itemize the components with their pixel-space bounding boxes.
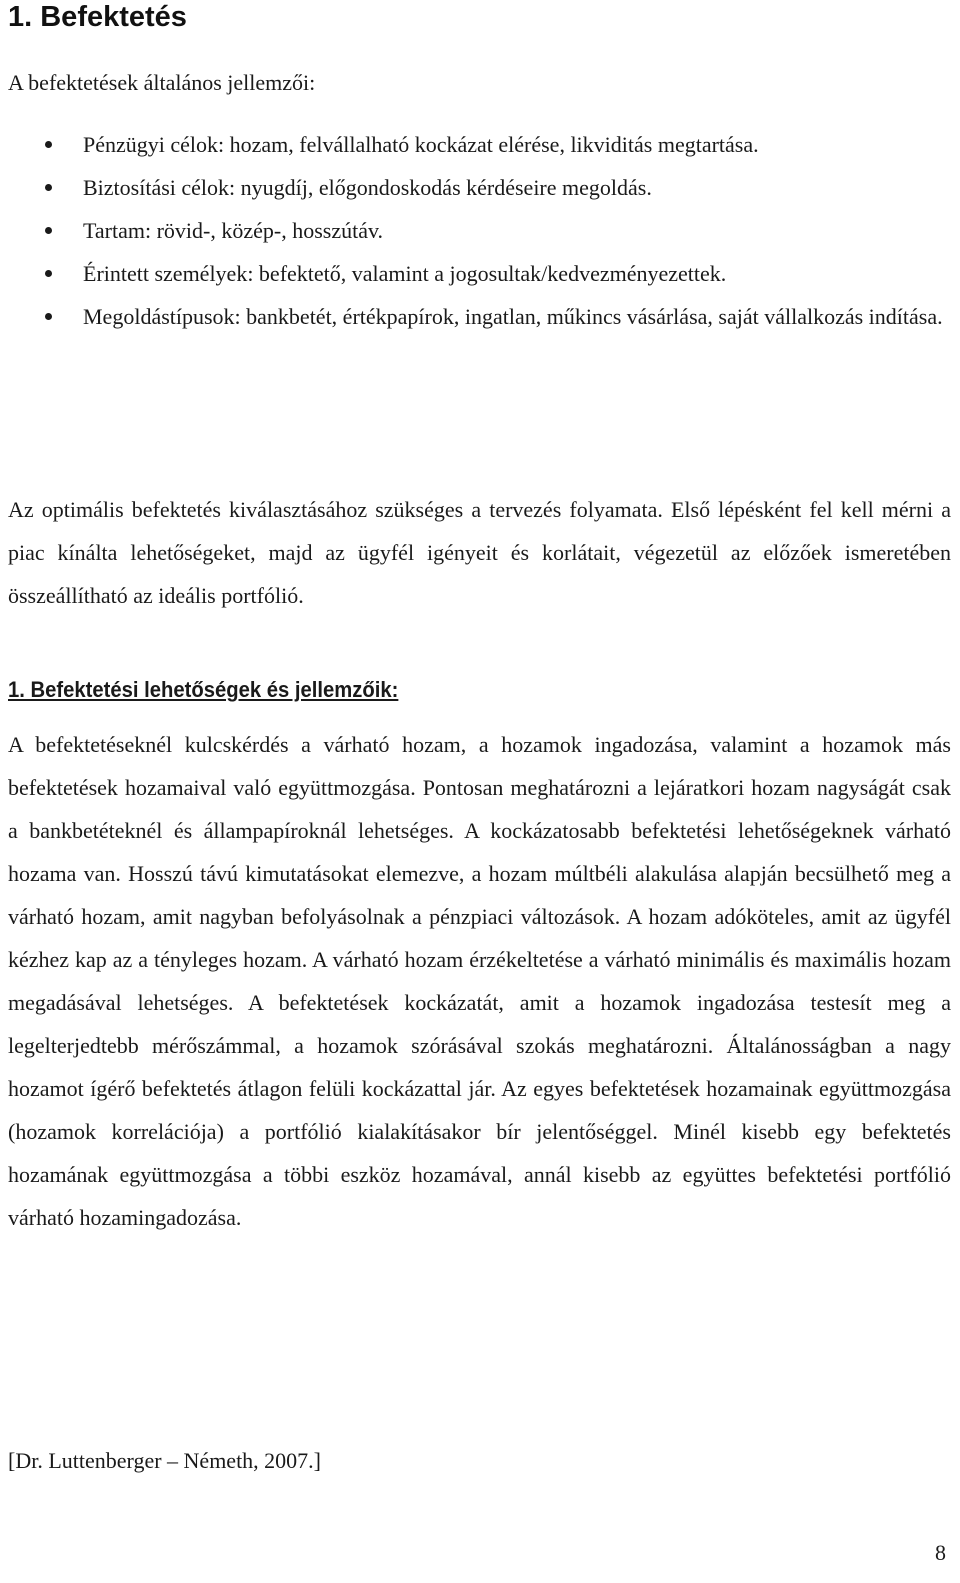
section-subheading: 1. Befektetési lehetőségek és jellemzőik:: [8, 677, 399, 702]
intro-text: A befektetések általános jellemzői:: [8, 70, 316, 95]
bullet-icon: [45, 227, 52, 234]
list-item: [8, 166, 951, 209]
list-item: [8, 123, 951, 166]
citation: [Dr. Luttenberger – Németh, 2007.]: [8, 1448, 322, 1473]
list-item: [8, 295, 951, 338]
list-item-text: Tartam: rövid-, közép-, hosszútáv.: [83, 218, 384, 243]
document-page: [8, 0, 951, 1473]
page-title: 1. Befektetés: [8, 1, 187, 33]
list-item-text: Pénzügyi célok: hozam, felvállalható kockázat elérése, likviditás megtartása.: [83, 132, 759, 157]
planning-paragraph: Az optimális befektetés kiválasztásához szükséges a tervezés folyamata. Első lépésként fel kell mérni a piac kínálta lehetőségeket, majd az ügyfél igényeit és korlátait, végezetül az előzőek ismeretében összeállítható az ideális portfólió.: [8, 497, 951, 608]
list-item-text: Biztosítási célok: nyugdíj, előgondoskodás kérdéseire megoldás.: [83, 175, 652, 200]
list-item-text: Érintett személyek: befektető, valamint a jogosultak/kedvezményezettek.: [83, 261, 727, 286]
bullet-icon: [45, 184, 52, 191]
investment-paragraph: A befektetéseknél kulcskérdés a várható hozam, a hozamok ingadozása, valamint a hozamok más befektetések hozamaival való együttmozgása. Pontosan meghatározni a lejáratkori hozam nagyságát csak a bankbetéteknél és állampapíroknál lehetséges. A kockázatosabb befektetési lehetőségeknek várható hozama van. Hosszú távú kimutatásokat elemezve, a hozam múltbéli alakulása alapján becsülhető meg a várható hozam, amit nagyban befolyásolnak a pénzpiaci változások. A hozam adóköteles, amit az ügyfél kézhez kap az a tényleges hozam. A várható hozam érzékeltetése a várható minimális és maximális hozam megadásával lehetséges. A befektetések kockázatát, amit a hozamok ingadozása testesít meg a legelterjedtebb mérőszámmal, a hozamok szórásával szokás meghatározni. Általánosságban a nagy hozamot ígérő befektetés átlagon felüli kockázattal jár. Az egyes befektetések hozamainak együttmozgása (hozamok korrelációja) a portfólió kialakításakor bír jelentőséggel. Minél kisebb egy befektetés hozamának együttmozgása a többi eszköz hozamával, annál kisebb az együttes befektetési portfólió várható hozamingadozása.: [8, 732, 951, 1230]
list-item: [8, 209, 951, 252]
list-item: [8, 252, 951, 295]
bullet-list: [8, 123, 951, 338]
bullet-icon: [45, 313, 52, 320]
bullet-icon: [45, 141, 52, 148]
list-item-text: Megoldástípusok: bankbetét, értékpapírok, ingatlan, műkincs vásárlása, saját vállalkozás indítása.: [83, 304, 943, 329]
bullet-icon: [45, 270, 52, 277]
page-number: 8: [935, 1540, 946, 1565]
